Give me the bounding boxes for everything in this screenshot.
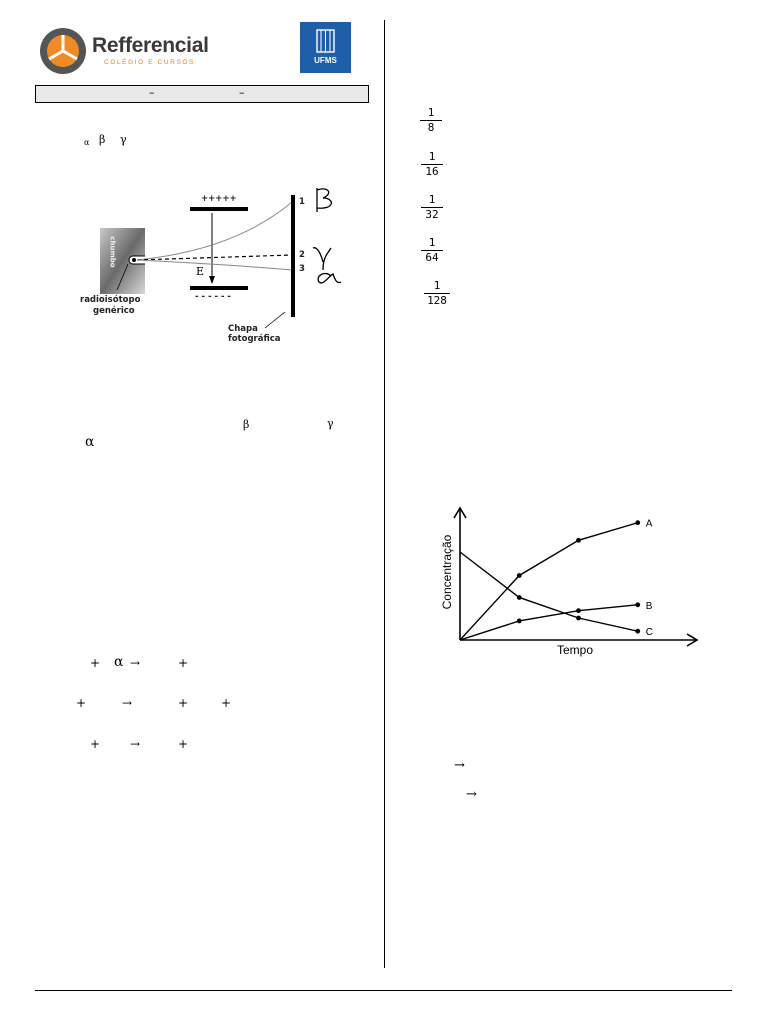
eq1-plus-2: +: [178, 656, 189, 670]
data-point-c-3: [635, 629, 640, 634]
fraction-1-16: [421, 150, 443, 178]
arrow-1: →: [454, 758, 465, 773]
data-point-a-1: [517, 573, 522, 578]
fraction-numerator: 1: [421, 150, 443, 165]
fraction-numerator: 1: [420, 106, 442, 121]
data-point-c-1: [517, 595, 522, 600]
fraction-denominator: 64: [425, 251, 439, 264]
negative-plate: [190, 286, 248, 290]
answer-gamma-symbol: γ: [327, 417, 334, 430]
fraction-numerator: 1: [421, 236, 443, 251]
gamma-symbol: γ: [120, 133, 127, 146]
plate-bottom-label: - - - - - -: [195, 292, 231, 302]
source-dot: [132, 258, 136, 262]
series-label-b: B: [645, 600, 653, 612]
data-point-b-3: [635, 602, 640, 607]
arrow-2: →: [466, 787, 477, 802]
eq1-arrow: →: [130, 656, 141, 670]
deflection-figure: [80, 180, 365, 350]
eq2-arrow: →: [122, 696, 133, 710]
film-label-1: Chapa: [228, 324, 258, 334]
y-axis-label: Concentração: [440, 534, 454, 610]
point-label-3: 3: [299, 264, 305, 274]
data-point-b-1: [517, 619, 522, 624]
plate-top-label: +++++: [201, 194, 237, 204]
source-label-2: genérico: [93, 306, 135, 316]
fraction-denominator: 16: [425, 165, 439, 178]
series-label-c: C: [645, 627, 653, 639]
fraction-denominator: 8: [427, 121, 435, 134]
series-label-a: A: [645, 518, 653, 530]
alpha-track: [137, 260, 292, 270]
eq2-plus-2: +: [178, 696, 189, 710]
fraction-denominator: 128: [427, 294, 447, 307]
eq3-plus-2: +: [178, 737, 189, 751]
lead-block-label: chumbo: [108, 236, 117, 268]
eq1-alpha: α: [114, 654, 124, 670]
alpha-symbol: α: [84, 138, 90, 147]
data-point-a-2: [576, 538, 581, 543]
positive-plate: [190, 207, 248, 211]
data-point-b-2: [576, 608, 581, 613]
answer-alpha-symbol: α: [85, 434, 95, 450]
eq3-arrow: →: [130, 737, 141, 751]
fraction-numerator: 1: [421, 193, 443, 208]
logo-subtitle: COLÉGIO E CURSOS: [104, 59, 195, 66]
handwritten-alpha: [318, 274, 341, 283]
photo-film: [291, 195, 295, 317]
handwritten-beta: [317, 188, 331, 212]
fraction-numerator: 1: [424, 279, 450, 294]
eq3-plus-1: +: [90, 737, 101, 751]
refferencial-logo: [38, 26, 218, 76]
title-dash-right: –: [239, 86, 245, 99]
title-bar: [35, 85, 369, 103]
beta-symbol: β: [99, 133, 106, 146]
building-icon: [300, 22, 351, 73]
fraction-denominator: 32: [425, 208, 439, 221]
point-label-1: 1: [299, 197, 305, 207]
data-point-c-2: [576, 616, 581, 621]
field-label: E: [196, 265, 205, 278]
handwritten-gamma: [313, 248, 331, 270]
ufms-logo: [300, 22, 351, 73]
source-label-1: radioisótopo: [80, 295, 141, 305]
title-dash-left: –: [149, 86, 155, 99]
logo-name: Refferencial: [92, 34, 209, 57]
x-axis-label: Tempo: [556, 643, 594, 657]
ufms-label: UFMS: [314, 56, 337, 65]
eq2-plus-1: +: [76, 696, 87, 710]
footer-rule: [35, 990, 732, 991]
column-divider: [384, 20, 385, 968]
point-label-2: 2: [299, 250, 305, 260]
series-line-c: [460, 552, 638, 631]
fraction-1-64: [421, 236, 443, 264]
fraction-1-128: [424, 279, 450, 307]
refferencial-emblem-icon: [38, 26, 88, 76]
concentration-chart: [425, 500, 715, 675]
eq1-plus-1: +: [90, 656, 101, 670]
data-point-a-3: [635, 520, 640, 525]
fraction-1-8: [420, 106, 442, 134]
eq2-plus-3: +: [221, 696, 232, 710]
fraction-1-32: [421, 193, 443, 221]
film-label-2: fotográfica: [228, 334, 281, 344]
answer-beta-symbol: β: [243, 418, 250, 431]
series-line-a: [460, 523, 638, 640]
